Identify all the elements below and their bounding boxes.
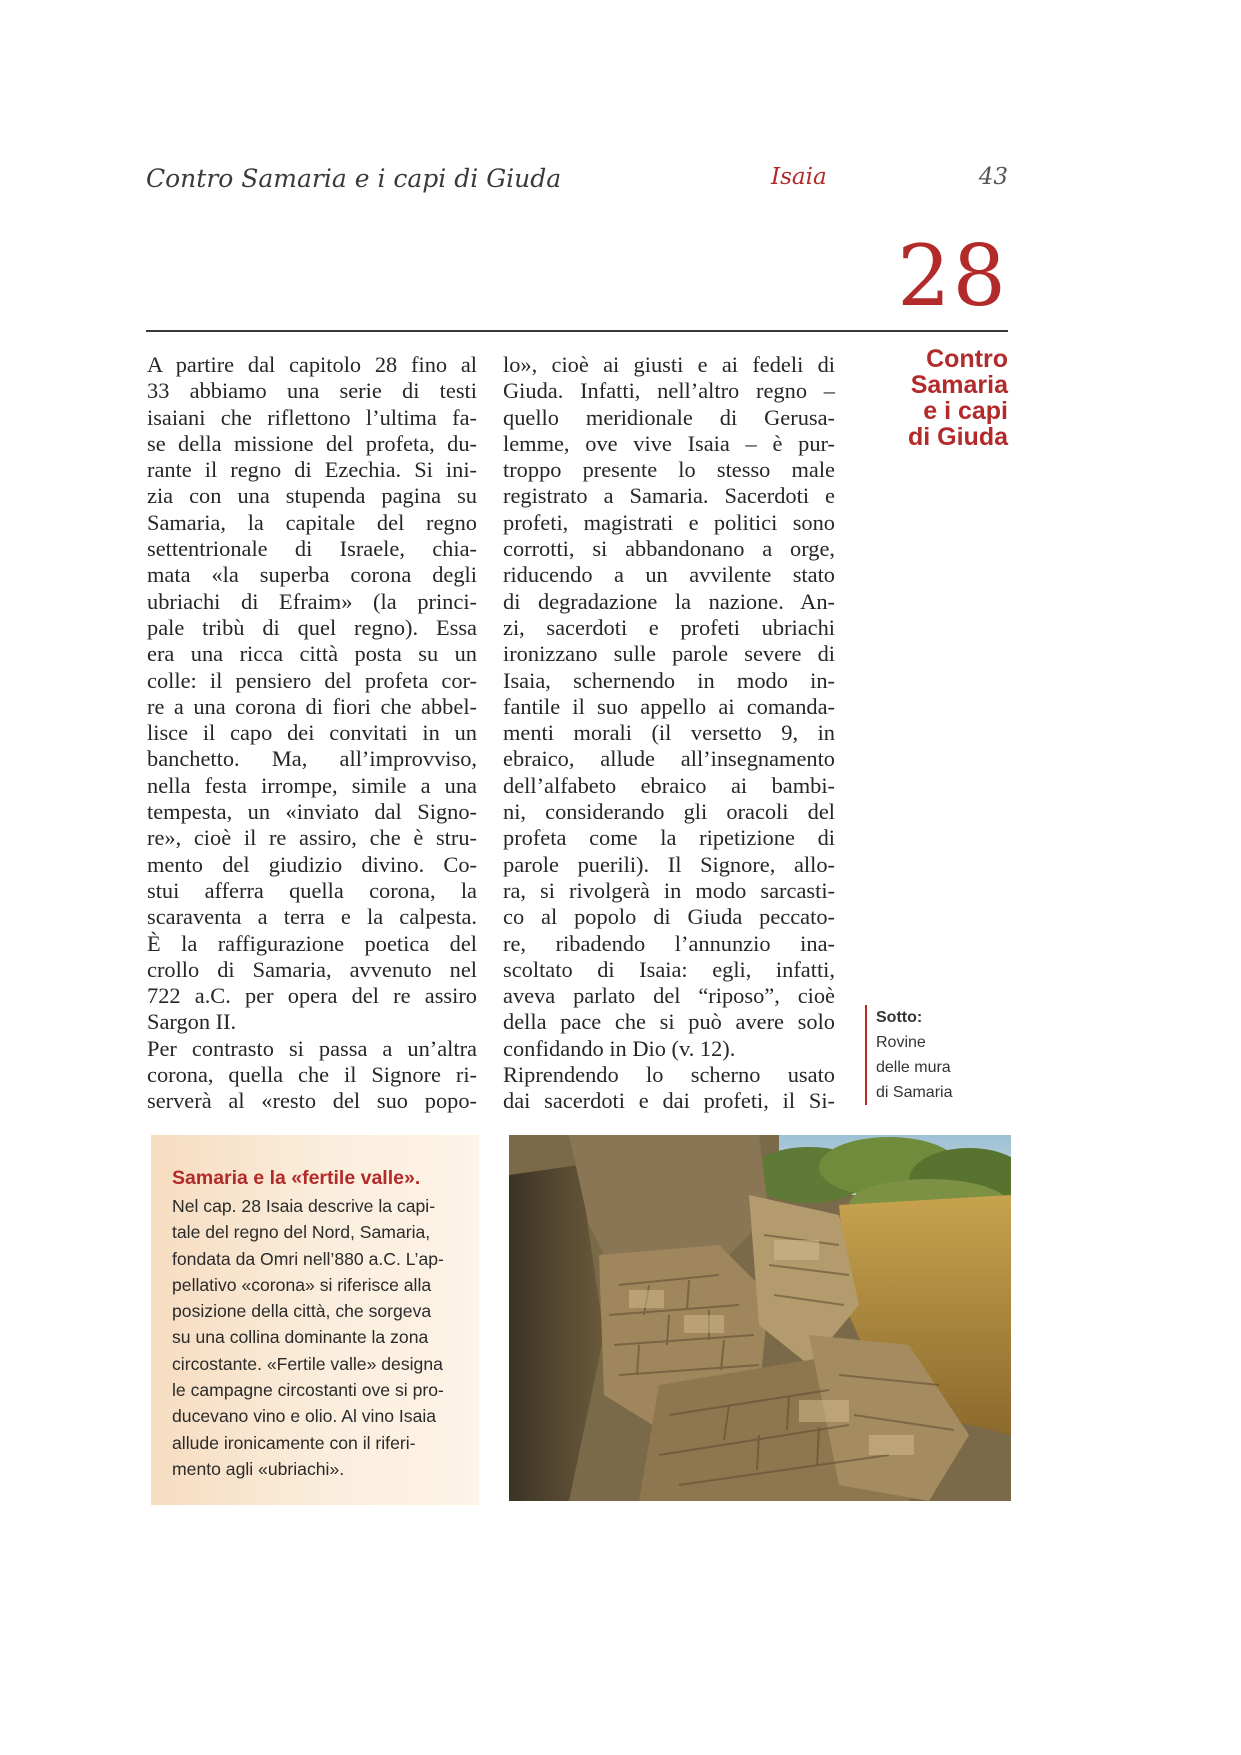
text-line: 33 abbiamo una serie di testi bbox=[147, 378, 477, 404]
caption-line: Rovine bbox=[876, 1034, 926, 1051]
side-title-line: di Giuda bbox=[908, 423, 1008, 451]
caption-line: di Samaria bbox=[876, 1084, 953, 1101]
side-title-line: Samaria bbox=[910, 371, 1008, 399]
text-line: profeta come la ripetizione di bbox=[503, 825, 835, 851]
text-line: scaraventa a terra e la calpesta. bbox=[147, 904, 477, 930]
text-line: crollo di Samaria, avvenuto nel bbox=[147, 956, 477, 982]
text-line: parole puerili). Il Signore, allo- bbox=[503, 851, 835, 877]
text-line: re, ribadendo l’annunzio ina- bbox=[503, 930, 835, 956]
text-line: ubriachi di Efraim» (la princi- bbox=[147, 588, 477, 614]
text-line: dell’alfabeto ebraico ai bambi- bbox=[503, 772, 835, 798]
text-line: ironizzano sulle parole severe di bbox=[503, 641, 835, 667]
text-line: zi, sacerdoti e profeti ubriachi bbox=[503, 614, 835, 640]
text-line: mata «la superba corona degli bbox=[147, 562, 477, 588]
text-line: tempesta, un «inviato dal Signo- bbox=[147, 799, 477, 825]
text-line: nella festa irrompe, simile a una bbox=[147, 772, 477, 798]
text-line: Sargon II. bbox=[147, 1009, 237, 1035]
text-line: corona, quella che il Signore ri- bbox=[147, 1062, 477, 1088]
text-line: Per contrasto si passa a un’altra bbox=[147, 1035, 477, 1061]
text-line: zia con una stupenda pagina su bbox=[147, 483, 477, 509]
text-line: isaiani che riflettono l’ultima fa- bbox=[147, 404, 477, 430]
text-line: Isaia, schernendo in modo in- bbox=[503, 667, 835, 693]
info-box-line: Nel cap. 28 Isaia descrive la capi- bbox=[172, 1196, 436, 1216]
text-line: della pace che si può avere solo bbox=[503, 1009, 835, 1035]
text-line: ra, si rivolgerà in modo sarcasti- bbox=[503, 877, 835, 903]
side-title-line: Contro bbox=[926, 345, 1008, 373]
info-box-line: posizione della città, che sorgeva bbox=[172, 1301, 432, 1322]
text-line: re a una corona di fiori che abbel- bbox=[147, 693, 477, 719]
text-line: banchetto. Ma, all’improvviso, bbox=[147, 746, 477, 772]
info-box-line: mento agli «ubriachi». bbox=[172, 1458, 345, 1479]
text-line: confidando in Dio (v. 12). bbox=[503, 1035, 736, 1061]
text-line: menti morali (il versetto 9, in bbox=[503, 720, 835, 746]
text-line: registrato a Samaria. Sacerdoti e bbox=[503, 483, 835, 509]
info-box-line: circostante. «Fertile valle» designa bbox=[172, 1353, 443, 1374]
info-box-line: tale del regno del Nord, Samaria, bbox=[172, 1222, 431, 1243]
text-line: era una ricca città posta su un bbox=[147, 641, 477, 667]
text-line: mento del giudizio divino. Co- bbox=[147, 851, 477, 877]
info-box-line: le campagne circostanti ove si pro- bbox=[172, 1380, 444, 1401]
text-line: corrotti, si abbandonano a orge, bbox=[503, 536, 835, 562]
text-line: lemme, ove vive Isaia – è pur- bbox=[503, 430, 835, 456]
info-box-line: pellativo «corona» si riferisce alla bbox=[172, 1274, 432, 1295]
text-line: fantile il suo appello ai comanda- bbox=[503, 693, 835, 719]
text-line: serverà al «resto del suo popo- bbox=[147, 1088, 477, 1114]
caption-line: delle mura bbox=[876, 1059, 951, 1076]
text-line: ni, considerando gli oracoli del bbox=[503, 799, 835, 825]
running-header bbox=[146, 164, 1008, 204]
chapter-side-title bbox=[868, 346, 1008, 450]
text-line: Samaria, la capitale del regno bbox=[147, 509, 477, 535]
text-line: colle: il pensiero del profeta cor- bbox=[147, 667, 477, 693]
text-line: 722 a.C. per opera del re assiro bbox=[147, 983, 477, 1009]
page-number: 43 bbox=[978, 164, 1008, 190]
info-box-line: ducevano vino e olio. Al vino Isaia bbox=[172, 1406, 437, 1427]
ruins-photo bbox=[509, 1135, 1011, 1501]
text-line: A partire dal capitolo 28 fino al bbox=[147, 352, 477, 377]
text-line: riducendo a un avvilente stato bbox=[503, 562, 835, 588]
info-box-body bbox=[172, 1193, 462, 1482]
body-column-right bbox=[503, 352, 835, 1115]
info-box-line: fondata da Omri nell’880 a.C. L’ap- bbox=[172, 1248, 444, 1269]
text-line: pale tribù di quel regno). Essa bbox=[147, 614, 477, 640]
text-line: troppo presente lo stesso male bbox=[503, 457, 835, 483]
text-line: se della missione del profeta, du- bbox=[147, 430, 477, 456]
text-line: settentrionale di Israele, chia- bbox=[147, 536, 477, 562]
book-name: Isaia bbox=[771, 164, 827, 190]
text-line: Giuda. Infatti, nell’altro regno – bbox=[503, 378, 835, 404]
text-line: rante il regno di Ezechia. Si ini- bbox=[147, 457, 477, 483]
text-line: ebraico, allude all’insegnamento bbox=[503, 746, 835, 772]
info-box bbox=[151, 1135, 479, 1505]
text-line: re», cioè il re assiro, che è stru- bbox=[147, 825, 477, 851]
text-line: aveva parlato del “riposo”, cioè bbox=[503, 983, 835, 1009]
text-line: È la raffigurazione poetica del bbox=[147, 930, 477, 956]
chapter-divider bbox=[146, 330, 1008, 332]
caption-label: Sotto: bbox=[876, 1009, 923, 1026]
text-line: dai sacerdoti e dai profeti, il Si- bbox=[503, 1088, 835, 1114]
info-box-line: allude ironicamente con il riferi- bbox=[172, 1432, 416, 1453]
running-title: Contro Samaria e i capi di Giuda bbox=[146, 164, 562, 193]
text-line: lisce il capo dei convitati in un bbox=[147, 720, 477, 746]
chapter-number: 28 bbox=[897, 227, 1008, 325]
text-line: di degradazione la nazione. An- bbox=[503, 588, 835, 614]
photo-caption bbox=[865, 1005, 1006, 1105]
text-line: scoltato di Isaia: egli, infatti, bbox=[503, 956, 835, 982]
text-line: lo», cioè ai giusti e ai fedeli di bbox=[503, 352, 835, 377]
text-line: quello meridionale di Gerusa- bbox=[503, 404, 835, 430]
text-line: profeti, magistrati e politici sono bbox=[503, 509, 835, 535]
body-column-left bbox=[147, 352, 477, 1115]
info-box-line: su una collina dominante la zona bbox=[172, 1327, 429, 1348]
side-title-line: e i capi bbox=[923, 397, 1008, 425]
text-line: co al popolo di Giuda peccato- bbox=[503, 904, 835, 930]
text-line: stui afferra quella corona, la bbox=[147, 877, 477, 903]
text-line: Riprendendo lo scherno usato bbox=[503, 1062, 835, 1088]
info-box-title: Samaria e la «fertile valle». bbox=[172, 1167, 421, 1189]
